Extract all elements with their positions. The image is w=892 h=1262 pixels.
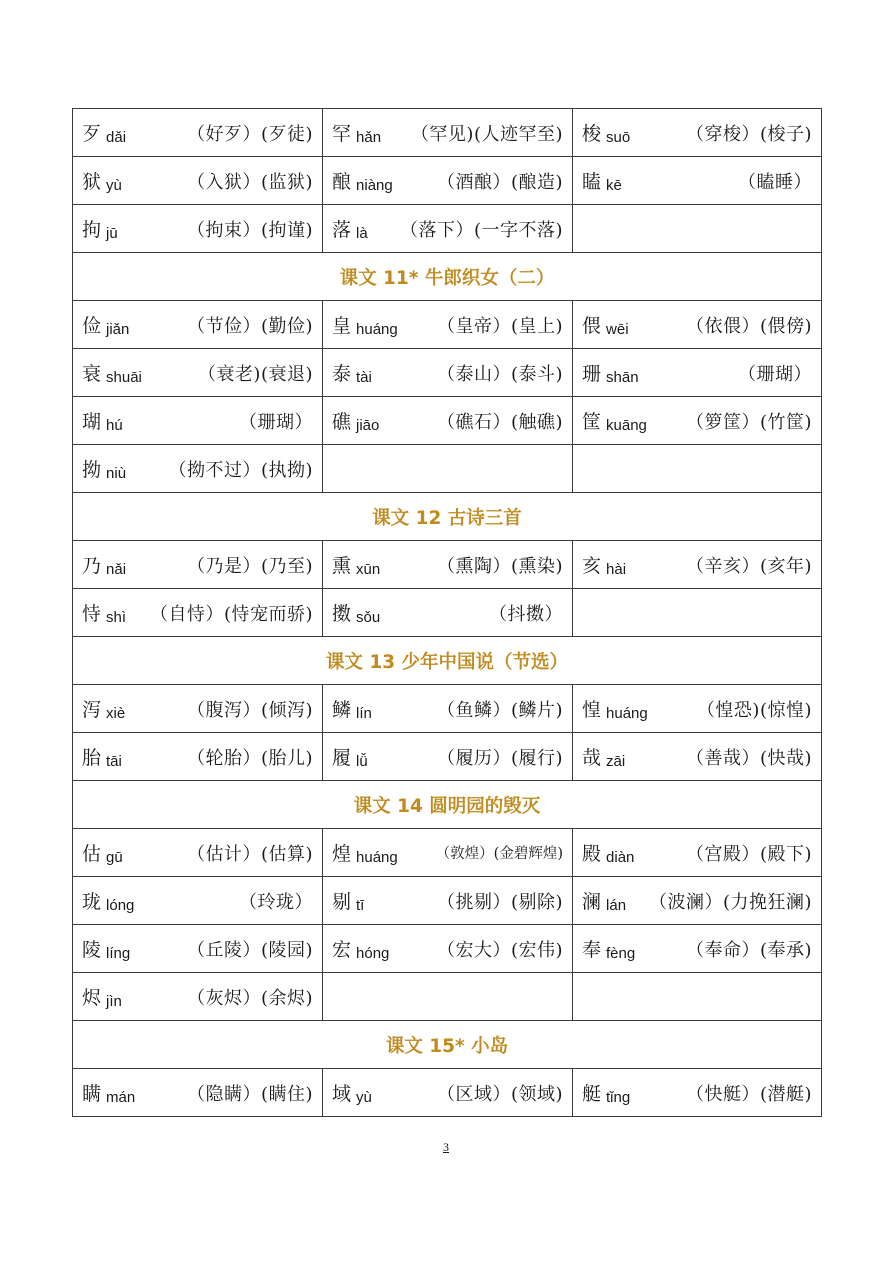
- pinyin: nǎi: [106, 561, 127, 578]
- example-words: （宫殿）(殿下): [685, 843, 812, 865]
- character-with-pinyin: [82, 599, 126, 626]
- character-with-pinyin: [582, 407, 647, 434]
- vocab-entry-content: [82, 167, 313, 194]
- vocab-entry-content: [332, 407, 563, 434]
- table-row: [73, 397, 822, 445]
- example-words: （拗不过）(执拗): [168, 459, 313, 481]
- pinyin: mán: [106, 1089, 136, 1106]
- vocab-entry: [573, 925, 822, 973]
- character-with-pinyin: [332, 599, 380, 626]
- vocab-entry-content: [82, 311, 313, 338]
- example-words: （区域）(领域): [436, 1083, 563, 1105]
- vocab-entry: [73, 301, 323, 349]
- example-words: （挑剔）(剔除): [436, 891, 563, 913]
- example-words: （鱼鳞）(鳞片): [436, 699, 563, 721]
- vocab-entry: [323, 541, 573, 589]
- table-row: [73, 973, 822, 1021]
- vocab-entry: [573, 541, 822, 589]
- vocab-entry: [323, 205, 573, 253]
- character-with-pinyin: [582, 743, 625, 770]
- character-with-pinyin: [332, 551, 380, 578]
- pinyin: lín: [356, 705, 372, 722]
- example-words: （瞌睡）: [738, 171, 812, 193]
- table-row: [73, 829, 822, 877]
- character-with-pinyin: [332, 119, 381, 146]
- lesson-heading: 课文 15* 小岛: [73, 1021, 822, 1069]
- pinyin: lán: [606, 897, 627, 914]
- character: 剔: [332, 891, 352, 913]
- pinyin: fèng: [606, 945, 636, 962]
- pinyin: niù: [106, 465, 127, 482]
- vocab-entry: [323, 685, 573, 733]
- pinyin: shuāi: [106, 369, 142, 386]
- character: 澜: [582, 891, 602, 913]
- table-row: [73, 877, 822, 925]
- pinyin: jìn: [106, 993, 122, 1010]
- vocab-entry: [573, 157, 822, 205]
- vocab-entry: [73, 445, 323, 493]
- character-with-pinyin: [82, 311, 129, 338]
- pinyin: lǚ: [356, 753, 368, 770]
- character: 乃: [82, 555, 102, 577]
- character-with-pinyin: [582, 119, 630, 146]
- vocab-entry-content: [332, 935, 563, 962]
- table-row: [73, 589, 822, 637]
- empty-cell: [323, 445, 573, 493]
- pinyin: hǎn: [356, 129, 382, 146]
- pinyin: wēi: [606, 321, 629, 338]
- pinyin: hóng: [356, 945, 390, 962]
- vocab-entry: [573, 733, 822, 781]
- pinyin: huáng: [606, 705, 648, 722]
- character: 歹: [82, 123, 102, 145]
- character-with-pinyin: [82, 359, 142, 386]
- vocab-entry-content: [582, 1079, 812, 1106]
- vocab-entry: [73, 925, 323, 973]
- vocab-entry-content: [332, 359, 563, 386]
- character: 奉: [582, 939, 602, 961]
- vocab-entry: [73, 877, 323, 925]
- character: 鳞: [332, 699, 352, 721]
- example-words: （穿梭）(梭子): [685, 123, 812, 145]
- character: 拘: [82, 219, 102, 241]
- character: 惶: [582, 699, 602, 721]
- vocab-entry-content: [82, 695, 313, 722]
- character-with-pinyin: [82, 119, 126, 146]
- character: 估: [82, 843, 102, 865]
- example-words: （隐瞒）(瞒住): [186, 1083, 313, 1105]
- example-words: （罕见)(人迹罕至): [410, 123, 563, 145]
- vocab-entry-content: [332, 119, 563, 146]
- table-row: [73, 1069, 822, 1117]
- vocab-entry: [573, 109, 822, 157]
- vocab-entry-content: [582, 167, 812, 194]
- character-with-pinyin: [332, 743, 368, 770]
- character-with-pinyin: [332, 839, 398, 866]
- character: 擞: [332, 603, 352, 625]
- pinyin: jiǎn: [106, 321, 130, 338]
- character: 罕: [332, 123, 352, 145]
- character: 偎: [582, 315, 602, 337]
- pinyin: gū: [106, 849, 123, 866]
- character: 亥: [582, 555, 602, 577]
- character: 梭: [582, 123, 602, 145]
- vocab-entry-content: [332, 311, 563, 338]
- example-words: （珊瑚）: [738, 363, 812, 385]
- vocab-entry-content: [332, 887, 563, 914]
- character-with-pinyin: [332, 215, 368, 242]
- character-with-pinyin: [582, 1079, 630, 1106]
- pinyin: huáng: [356, 849, 398, 866]
- pinyin: yù: [106, 177, 122, 194]
- character: 恃: [82, 603, 102, 625]
- vocab-entry-content: [82, 407, 313, 434]
- character: 烬: [82, 987, 102, 1009]
- table-row: [73, 445, 822, 493]
- character-with-pinyin: [82, 407, 123, 434]
- character-with-pinyin: [332, 167, 393, 194]
- pinyin: sǒu: [356, 609, 381, 626]
- character: 艇: [582, 1083, 602, 1105]
- lesson-heading-row: [73, 253, 822, 301]
- example-words: （箩筐）(竹筐): [685, 411, 812, 433]
- example-words: （好歹）(歹徒): [186, 123, 313, 145]
- pinyin: yù: [356, 1089, 372, 1106]
- pinyin: hú: [106, 417, 123, 434]
- character-with-pinyin: [332, 407, 379, 434]
- example-words: （快艇）(潜艇): [685, 1083, 812, 1105]
- character-with-pinyin: [82, 551, 126, 578]
- vocab-entry-content: [82, 599, 313, 626]
- vocab-entry: [323, 733, 573, 781]
- vocabulary-table-body: [73, 109, 822, 1117]
- character-with-pinyin: [582, 887, 626, 914]
- vocab-entry-content: [82, 1079, 313, 1106]
- vocab-entry-content: [582, 743, 812, 770]
- character-with-pinyin: [332, 887, 364, 914]
- vocab-entry: [323, 589, 573, 637]
- example-words: （玲珑）: [239, 891, 313, 913]
- pinyin: tāi: [106, 753, 122, 770]
- character-with-pinyin: [82, 215, 118, 242]
- character: 履: [332, 747, 352, 769]
- example-words: （估计）(估算): [186, 843, 313, 865]
- lesson-heading-row: [73, 493, 822, 541]
- vocab-entry: [323, 109, 573, 157]
- character: 陵: [82, 939, 102, 961]
- character: 狱: [82, 171, 102, 193]
- character-with-pinyin: [582, 935, 635, 962]
- pinyin: shān: [606, 369, 639, 386]
- example-words: （自恃）(恃宠而骄): [149, 603, 313, 625]
- character: 珑: [82, 891, 102, 913]
- vocab-entry-content: [582, 551, 812, 578]
- vocab-entry: [73, 397, 323, 445]
- table-row: [73, 349, 822, 397]
- pinyin: líng: [106, 945, 131, 962]
- character: 筐: [582, 411, 602, 433]
- character-with-pinyin: [82, 839, 123, 866]
- empty-cell: [573, 973, 822, 1021]
- vocab-entry: [323, 157, 573, 205]
- table-row: [73, 157, 822, 205]
- vocab-entry: [73, 541, 323, 589]
- vocab-entry-content: [332, 551, 563, 578]
- pinyin: xiè: [106, 705, 126, 722]
- character: 衰: [82, 363, 102, 385]
- pinyin: zāi: [606, 753, 626, 770]
- example-words: （珊瑚）: [239, 411, 313, 433]
- vocab-entry: [323, 301, 573, 349]
- example-words: （礁石）(触礁): [436, 411, 563, 433]
- table-row: [73, 685, 822, 733]
- character: 煌: [332, 843, 352, 865]
- vocab-entry: [73, 733, 323, 781]
- empty-cell: [323, 973, 573, 1021]
- character-with-pinyin: [582, 695, 648, 722]
- character: 泻: [82, 699, 102, 721]
- vocab-entry: [323, 877, 573, 925]
- vocab-entry-content: [332, 167, 563, 194]
- character: 哉: [582, 747, 602, 769]
- vocab-entry-content: [332, 215, 563, 242]
- example-words: （节俭）(勤俭): [186, 315, 313, 337]
- character-with-pinyin: [582, 167, 622, 194]
- pinyin: lóng: [106, 897, 135, 914]
- lesson-heading: 课文 13 少年中国说（节选）: [73, 637, 822, 685]
- pinyin: tī: [356, 897, 365, 914]
- vocab-entry-content: [332, 839, 563, 866]
- character-with-pinyin: [332, 935, 389, 962]
- pinyin: diàn: [606, 849, 635, 866]
- table-row: [73, 109, 822, 157]
- pinyin: jiāo: [356, 417, 380, 434]
- vocab-entry: [573, 1069, 822, 1117]
- pinyin: huáng: [356, 321, 398, 338]
- vocabulary-table: [72, 108, 822, 1117]
- character-with-pinyin: [582, 551, 626, 578]
- example-words: （辛亥）(亥年): [685, 555, 812, 577]
- vocab-entry-content: [582, 311, 812, 338]
- vocab-entry: [573, 685, 822, 733]
- vocab-entry-content: [82, 359, 313, 386]
- character: 瑚: [82, 411, 102, 433]
- character-with-pinyin: [582, 311, 629, 338]
- vocab-entry-content: [82, 551, 313, 578]
- lesson-heading-row: [73, 637, 822, 685]
- example-words: （依偎）(偎傍): [685, 315, 812, 337]
- example-words: （入狱）(监狱): [186, 171, 313, 193]
- vocab-entry-content: [82, 119, 313, 146]
- vocab-entry: [573, 877, 822, 925]
- character: 宏: [332, 939, 352, 961]
- table-row: [73, 541, 822, 589]
- example-words: （惶恐)(惊惶): [696, 699, 812, 721]
- character-with-pinyin: [332, 1079, 372, 1106]
- vocab-entry: [73, 109, 323, 157]
- character: 拗: [82, 459, 102, 481]
- vocab-entry: [323, 349, 573, 397]
- vocab-entry: [323, 925, 573, 973]
- character: 瞌: [582, 171, 602, 193]
- vocab-entry-content: [332, 1079, 563, 1106]
- vocab-entry-content: [82, 455, 313, 482]
- vocab-entry: [323, 829, 573, 877]
- lesson-heading-row: [73, 781, 822, 829]
- character: 珊: [582, 363, 602, 385]
- vocab-entry: [73, 685, 323, 733]
- pinyin: tài: [356, 369, 372, 386]
- vocab-entry: [73, 829, 323, 877]
- character-with-pinyin: [82, 1079, 135, 1106]
- character: 殿: [582, 843, 602, 865]
- character-with-pinyin: [332, 695, 372, 722]
- vocab-entry: [323, 1069, 573, 1117]
- table-row: [73, 205, 822, 253]
- pinyin: jū: [106, 225, 118, 242]
- vocab-entry-content: [582, 407, 812, 434]
- vocab-entry: [73, 589, 323, 637]
- pinyin: tǐng: [606, 1089, 631, 1106]
- character: 瞒: [82, 1083, 102, 1105]
- character-with-pinyin: [82, 167, 122, 194]
- example-words: （酒酿）(酿造): [436, 171, 563, 193]
- example-words: （灰烬）(余烬): [186, 987, 313, 1009]
- example-words: （丘陵）(陵园): [186, 939, 313, 961]
- example-words: （履历）(履行): [436, 747, 563, 769]
- character: 熏: [332, 555, 352, 577]
- example-words: （敦煌）(金碧辉煌): [435, 846, 563, 862]
- vocab-entry-content: [582, 935, 812, 962]
- character: 落: [332, 219, 352, 241]
- example-words: （乃是）(乃至): [186, 555, 313, 577]
- character: 俭: [82, 315, 102, 337]
- vocab-entry: [73, 349, 323, 397]
- vocab-entry: [73, 1069, 323, 1117]
- character-with-pinyin: [82, 887, 134, 914]
- empty-cell: [573, 205, 822, 253]
- example-words: （轮胎）(胎儿): [186, 747, 313, 769]
- vocab-entry: [73, 205, 323, 253]
- pinyin: là: [356, 225, 368, 242]
- pinyin: hài: [606, 561, 627, 578]
- example-words: （衰老)(衰退): [197, 363, 313, 385]
- vocab-entry-content: [582, 887, 812, 914]
- pinyin: kuāng: [606, 417, 647, 434]
- vocab-entry-content: [82, 215, 313, 242]
- vocab-entry: [573, 397, 822, 445]
- character-with-pinyin: [82, 983, 122, 1010]
- example-words: （奉命）(奉承): [685, 939, 812, 961]
- pinyin: niàng: [356, 177, 393, 194]
- example-words: （宏大）(宏伟): [436, 939, 563, 961]
- table-row: [73, 733, 822, 781]
- example-words: （波澜）(力挽狂澜): [648, 891, 812, 913]
- character: 泰: [332, 363, 352, 385]
- vocab-entry-content: [82, 935, 313, 962]
- vocab-entry-content: [82, 887, 313, 914]
- pinyin: xūn: [356, 561, 381, 578]
- character: 酿: [332, 171, 352, 193]
- vocab-entry-content: [582, 839, 812, 866]
- example-words: （腹泻）(倾泻): [186, 699, 313, 721]
- character-with-pinyin: [332, 359, 372, 386]
- vocab-entry: [573, 301, 822, 349]
- character-with-pinyin: [82, 743, 122, 770]
- lesson-heading: 课文 14 圆明园的毁灭: [73, 781, 822, 829]
- example-words: （拘束）(拘谨): [186, 219, 313, 241]
- vocab-entry-content: [582, 695, 812, 722]
- character: 礁: [332, 411, 352, 433]
- pinyin: kē: [606, 177, 622, 194]
- example-words: （善哉）(快哉): [685, 747, 812, 769]
- vocab-entry: [573, 829, 822, 877]
- table-row: [73, 301, 822, 349]
- empty-cell: [573, 589, 822, 637]
- character: 域: [332, 1083, 352, 1105]
- vocab-entry: [73, 973, 323, 1021]
- page-number: 3: [443, 1140, 449, 1154]
- vocab-entry-content: [582, 359, 812, 386]
- example-words: （抖擞）: [489, 603, 563, 625]
- example-words: （熏陶）(熏染): [436, 555, 563, 577]
- vocab-entry-content: [332, 695, 563, 722]
- vocab-entry: [323, 397, 573, 445]
- character-with-pinyin: [582, 359, 639, 386]
- character-with-pinyin: [82, 695, 125, 722]
- lesson-heading: 课文 12 古诗三首: [73, 493, 822, 541]
- table-row: [73, 925, 822, 973]
- pinyin: dǎi: [106, 129, 127, 146]
- example-words: （落下）(一字不落): [399, 219, 563, 241]
- pinyin: shì: [106, 609, 127, 626]
- example-words: （皇帝）(皇上): [436, 315, 563, 337]
- example-words: （泰山）(泰斗): [436, 363, 563, 385]
- lesson-heading-row: [73, 1021, 822, 1069]
- vocab-entry-content: [82, 983, 313, 1010]
- character-with-pinyin: [582, 839, 634, 866]
- pinyin: suō: [606, 129, 631, 146]
- character-with-pinyin: [82, 455, 126, 482]
- character-with-pinyin: [332, 311, 398, 338]
- vocab-entry-content: [332, 743, 563, 770]
- vocab-entry-content: [332, 599, 563, 626]
- vocab-entry-content: [82, 839, 313, 866]
- vocab-entry-content: [582, 119, 812, 146]
- character: 皇: [332, 315, 352, 337]
- empty-cell: [573, 445, 822, 493]
- vocab-entry-content: [82, 743, 313, 770]
- lesson-heading: 课文 11* 牛郎织女（二）: [73, 253, 822, 301]
- character-with-pinyin: [82, 935, 130, 962]
- vocab-entry: [573, 349, 822, 397]
- character: 胎: [82, 747, 102, 769]
- vocab-entry: [73, 157, 323, 205]
